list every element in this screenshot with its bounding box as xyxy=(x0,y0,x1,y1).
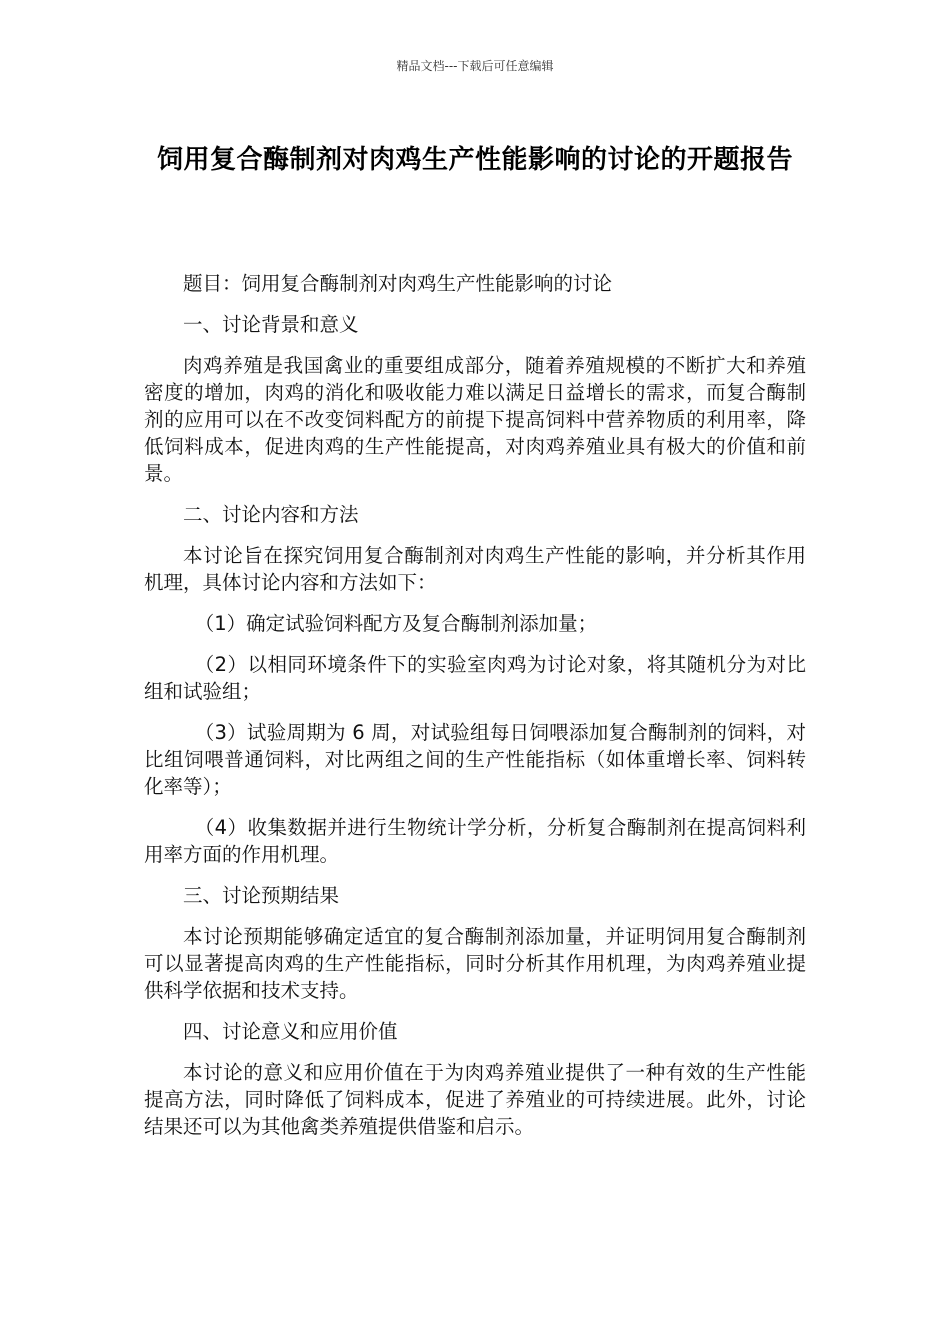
section-body-background: 肉鸡养殖是我国禽业的重要组成部分，随着养殖规模的不断扩大和养殖密度的增加，肉鸡的消化和吸收能力难以满足日益增长的需求，而复合酶制剂的应用可以在不改变饲料配方的前提下提高饲料中营养物质的利用率，降低饲料成本，促进肉鸡的生产性能提高，对肉鸡养殖业具有极大的价值和前景。 xyxy=(144,354,806,485)
section-heading-significance: 四、讨论意义和应用价值 xyxy=(183,1020,398,1043)
section-intro-content-method: 本讨论旨在探究饲用复合酶制剂对肉鸡生产性能的影响，并分析其作用机理，具体讨论内容和方法如下： xyxy=(144,544,806,594)
list-item: （1）确定试验饲料配方及复合酶制剂添加量； xyxy=(194,612,598,635)
list-item: （3）试验周期为 6 周，对试验组每日饲喂添加复合酶制剂的饲料，对比组饲喂普通饲料，对比两组之间的生产性能指标（如体重增长率、饲料转化率等）； xyxy=(144,721,806,798)
topic-line: 题目：饲用复合酶制剂对肉鸡生产性能影响的讨论 xyxy=(183,272,613,295)
document-title: 饲用复合酶制剂对肉鸡生产性能影响的讨论的开题报告 xyxy=(156,145,793,175)
document-body xyxy=(144,270,806,1154)
section-heading-content-method: 二、讨论内容和方法 xyxy=(183,503,359,526)
list-item: （2）以相同环境条件下的实验室肉鸡为讨论对象，将其随机分为对比组和试验组； xyxy=(144,653,806,703)
section-body-significance: 本讨论的意义和应用价值在于为肉鸡养殖业提供了一种有效的生产性能提高方法，同时降低了饲料成本，促进了养殖业的可持续进展。此外，讨论结果还可以为其他禽类养殖提供借鉴和启示。 xyxy=(144,1061,806,1138)
section-heading-background: 一、讨论背景和意义 xyxy=(183,313,359,336)
section-heading-expected-results: 三、讨论预期结果 xyxy=(183,884,340,907)
page-header: 精品文档---下载后可任意编辑 xyxy=(396,59,554,73)
list-item: （4）收集数据并进行生物统计学分析，分析复合酶制剂在提高饲料利用率方面的作用机理。 xyxy=(144,816,806,866)
section-body-expected-results: 本讨论预期能够确定适宜的复合酶制剂添加量，并证明饲用复合酶制剂可以显著提高肉鸡的生产性能指标，同时分析其作用机理，为肉鸡养殖业提供科学依据和技术支持。 xyxy=(144,925,806,1002)
